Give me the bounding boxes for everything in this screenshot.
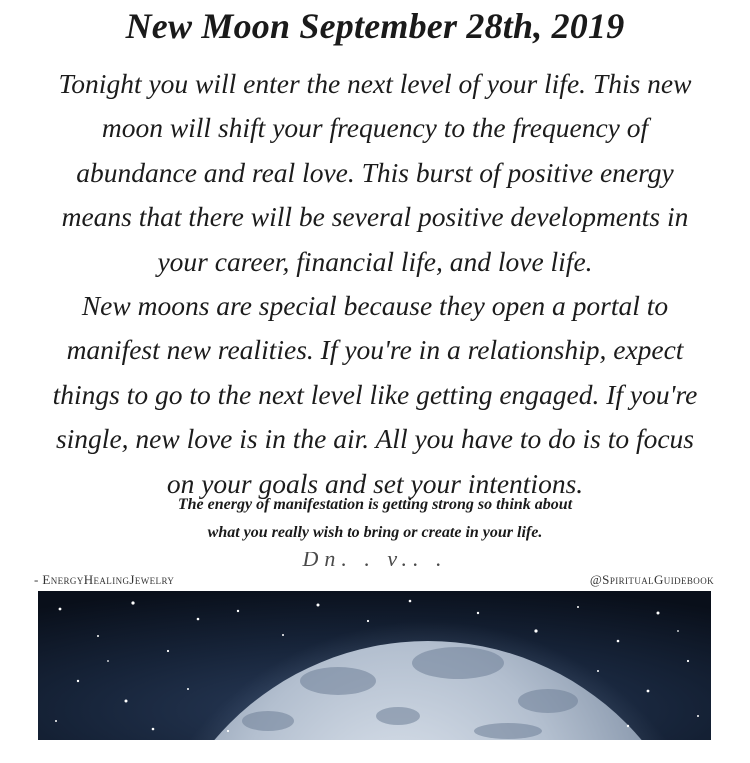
paragraph-line: abundance and real love. This burst of positive energy [76, 156, 674, 188]
credit-right: @SpiritualGuidebook [589, 572, 714, 587]
main-paragraph [8, 62, 742, 506]
paragraph-line: means that there will be several positive developments in [61, 201, 689, 233]
paragraph-line: your career, financial life, and love life. [157, 245, 593, 277]
moon-illustration [38, 591, 711, 740]
subtext-line: what you really wish to bring or create in your life. [207, 524, 543, 541]
credit-left: - EnergyHealingJewelry [34, 572, 175, 587]
paragraph-line: manifest new realities. If you're in a relationship, expect [66, 334, 684, 366]
cropped-text-fragment: Dn. . v.. . [302, 552, 448, 566]
moon-photo [38, 591, 711, 740]
paragraph-line: single, new love is in the air. All you have to do is to focus [55, 423, 695, 455]
page-title: New Moon September 28th, 2019 [125, 6, 625, 46]
paragraph-line: New moons are special because they open a portal to [81, 290, 669, 322]
subtext-line: The energy of manifestation is getting strong so think about [177, 496, 573, 513]
paragraph-line: on your goals and set your intentions. [166, 467, 584, 499]
subtext [0, 491, 750, 547]
paragraph-line: moon will shift your frequency to the frequency of [101, 112, 649, 144]
paragraph-line: things to go to the next level like getting engaged. If you're [52, 378, 698, 410]
credits-row [34, 572, 714, 588]
paragraph-line: Tonight you will enter the next level of your life. This new [58, 68, 692, 99]
